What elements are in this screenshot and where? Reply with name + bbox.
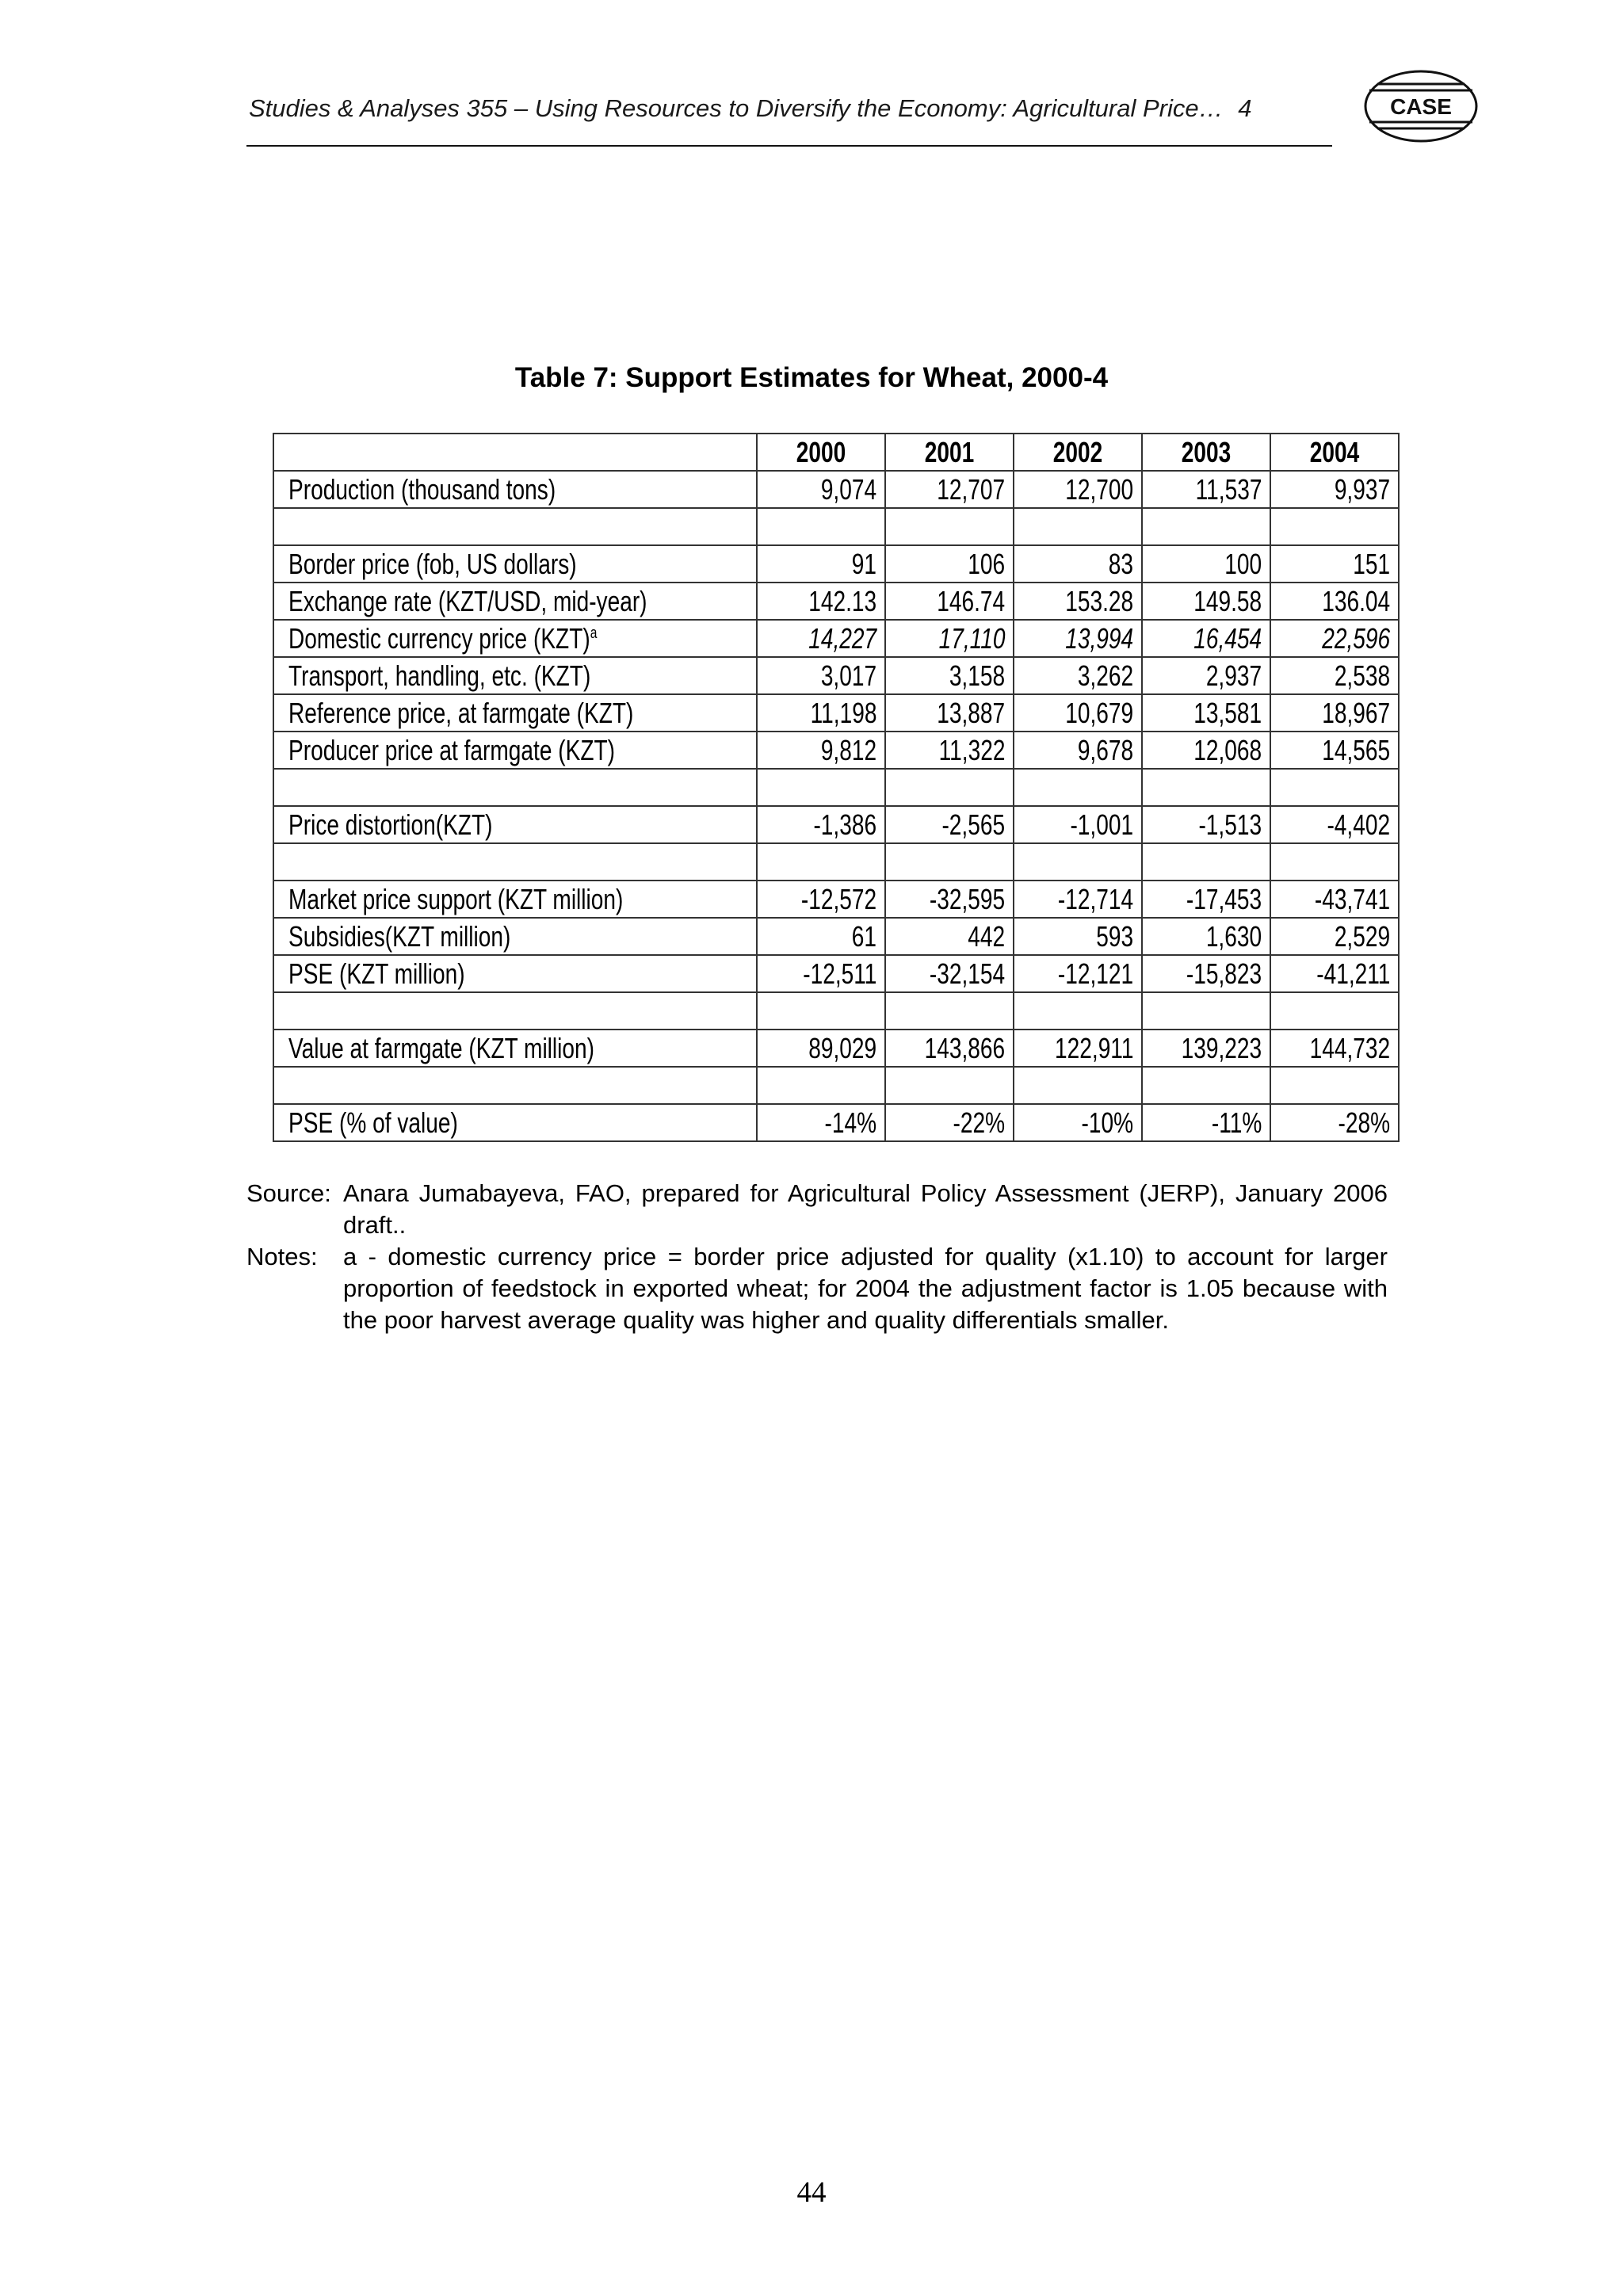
footnote-marker: a (590, 625, 598, 642)
value-cell-2004 (1270, 806, 1399, 843)
value-cell-2001 (885, 471, 1014, 508)
value-cell-2004 (1270, 583, 1399, 620)
value-cell-2001-text: 11,322 (938, 734, 1006, 766)
value-cell-2004 (1270, 508, 1399, 545)
table-row (273, 657, 1399, 694)
value-cell-2003 (1142, 732, 1270, 769)
value-cell-2004-text: 2,529 (1334, 920, 1391, 953)
notes-label: Notes: (246, 1243, 318, 1270)
value-cell-2000 (757, 1067, 885, 1104)
row-label (273, 1067, 757, 1104)
support-estimates-table (273, 433, 1400, 1142)
table-row (273, 806, 1399, 843)
value-cell-2002-text: 9,678 (1077, 734, 1134, 766)
year-header-2004 (1270, 434, 1399, 471)
case-logo (1361, 68, 1480, 144)
row-label (273, 620, 757, 657)
row-label (273, 471, 757, 508)
value-cell-2002 (1014, 732, 1142, 769)
value-cell-2004 (1270, 732, 1399, 769)
year-header-2001-text: 2001 (924, 436, 975, 468)
row-label (273, 881, 757, 918)
value-cell-2001-text: 17,110 (938, 622, 1006, 655)
value-cell-2004-text: -43,741 (1314, 883, 1391, 915)
value-cell-2002-text: 13,994 (1065, 622, 1134, 655)
value-cell-2004 (1270, 992, 1399, 1030)
value-cell-2004-text: 14,565 (1322, 734, 1391, 766)
value-cell-2003 (1142, 806, 1270, 843)
year-header-2001 (885, 434, 1014, 471)
table-row (273, 1104, 1399, 1141)
value-cell-2003-text: 12,068 (1193, 734, 1262, 766)
value-cell-2002 (1014, 620, 1142, 657)
value-cell-2001 (885, 955, 1014, 992)
value-cell-2002-text: -1,001 (1070, 808, 1134, 841)
value-cell-2000-text: 91 (851, 548, 877, 580)
value-cell-2000-text: -14% (824, 1106, 877, 1139)
value-cell-2002-text: 122,911 (1054, 1032, 1134, 1064)
value-cell-2003-text: 11,537 (1195, 473, 1262, 506)
value-cell-2001 (885, 843, 1014, 881)
value-cell-2001 (885, 918, 1014, 955)
value-cell-2000-text: 142.13 (808, 585, 877, 617)
table-row (273, 545, 1399, 583)
value-cell-2000 (757, 694, 885, 732)
value-cell-2003 (1142, 657, 1270, 694)
value-cell-2001-text: -32,154 (929, 957, 1006, 990)
row-label-text: Border price (fob, US dollars) (288, 548, 577, 580)
value-cell-2002 (1014, 508, 1142, 545)
value-cell-2000 (757, 918, 885, 955)
value-cell-2000-text: 11,198 (810, 697, 877, 729)
value-cell-2003-text: -11% (1211, 1106, 1262, 1139)
value-cell-2001 (885, 732, 1014, 769)
value-cell-2001-text: 106 (968, 548, 1006, 580)
value-cell-2001-text: 13,887 (937, 697, 1006, 729)
header-corner-cell (273, 434, 757, 471)
value-cell-2001-text: 143,866 (924, 1032, 1006, 1064)
value-cell-2002-text: 10,679 (1065, 697, 1134, 729)
row-label (273, 545, 757, 583)
value-cell-2000-text: -1,386 (813, 808, 877, 841)
notes-text: a - domestic currency price = border price adjusted for quality (x1.10) to account for larger proportion of feedstock in exported wheat; for 2004 the adjustment factor is 1.05 because with the poor harvest average quality was higher and quality differentials smaller. (343, 1243, 1388, 1334)
year-header-2003 (1142, 434, 1270, 471)
value-cell-2001 (885, 992, 1014, 1030)
header-rule (246, 145, 1332, 147)
value-cell-2001-text: -22% (953, 1106, 1006, 1139)
table-row (273, 583, 1399, 620)
value-cell-2004 (1270, 1030, 1399, 1067)
value-cell-2002 (1014, 1030, 1142, 1067)
value-cell-2000 (757, 881, 885, 918)
value-cell-2000 (757, 657, 885, 694)
value-cell-2004 (1270, 918, 1399, 955)
row-label-text: Price distortion(KZT) (288, 808, 493, 841)
value-cell-2002-text: -12,121 (1057, 957, 1134, 990)
row-label (273, 806, 757, 843)
value-cell-2004-text: 2,538 (1334, 659, 1391, 692)
value-cell-2002 (1014, 992, 1142, 1030)
value-cell-2002 (1014, 955, 1142, 992)
value-cell-2002 (1014, 545, 1142, 583)
value-cell-2003 (1142, 955, 1270, 992)
table-notes (246, 1178, 1388, 1336)
row-label (273, 955, 757, 992)
value-cell-2003 (1142, 1104, 1270, 1141)
value-cell-2000 (757, 545, 885, 583)
value-cell-2000 (757, 769, 885, 806)
value-cell-2000-text: -12,511 (803, 957, 877, 990)
row-label-text: Reference price, at farmgate (KZT) (288, 697, 634, 729)
table-row (273, 471, 1399, 508)
value-cell-2003 (1142, 881, 1270, 918)
value-cell-2000 (757, 471, 885, 508)
value-cell-2003-text: 13,581 (1193, 697, 1262, 729)
value-cell-2002-text: 593 (1096, 920, 1134, 953)
value-cell-2001-text: 3,158 (949, 659, 1006, 692)
value-cell-2002 (1014, 694, 1142, 732)
row-label (273, 918, 757, 955)
year-header-2000 (757, 434, 885, 471)
value-cell-2002 (1014, 806, 1142, 843)
value-cell-2003 (1142, 769, 1270, 806)
value-cell-2003 (1142, 918, 1270, 955)
running-title: Studies & Analyses 355 – Using Resources to Diversify the Economy: Agricultural Price… (249, 94, 1224, 122)
row-label (273, 1030, 757, 1067)
value-cell-2004 (1270, 620, 1399, 657)
value-cell-2001-text: 12,707 (937, 473, 1006, 506)
value-cell-2001 (885, 769, 1014, 806)
row-label-text: Production (thousand tons) (288, 473, 556, 506)
value-cell-2000-text: 9,812 (820, 734, 877, 766)
value-cell-2004-text: 22,596 (1322, 622, 1391, 655)
row-label (273, 992, 757, 1030)
value-cell-2001 (885, 657, 1014, 694)
value-cell-2002 (1014, 881, 1142, 918)
value-cell-2002 (1014, 1104, 1142, 1141)
value-cell-2003-text: -15,823 (1186, 957, 1262, 990)
value-cell-2002 (1014, 471, 1142, 508)
value-cell-2000 (757, 843, 885, 881)
value-cell-2003 (1142, 694, 1270, 732)
value-cell-2004 (1270, 545, 1399, 583)
value-cell-2003-text: 139,223 (1181, 1032, 1262, 1064)
value-cell-2001-text: 442 (968, 920, 1006, 953)
value-cell-2000 (757, 508, 885, 545)
value-cell-2004 (1270, 471, 1399, 508)
value-cell-2001 (885, 1067, 1014, 1104)
table-row (273, 732, 1399, 769)
value-cell-2000 (757, 732, 885, 769)
value-cell-2003 (1142, 1030, 1270, 1067)
year-header-2003-text: 2003 (1181, 436, 1232, 468)
value-cell-2003 (1142, 471, 1270, 508)
value-cell-2000-text: 3,017 (820, 659, 877, 692)
table-row (273, 955, 1399, 992)
source-text: Anara Jumabayeva, FAO, prepared for Agricultural Policy Assessment (JERP), January 2006 draft.. (343, 1179, 1388, 1239)
value-cell-2002-text: -12,714 (1057, 883, 1134, 915)
value-cell-2000-text: -12,572 (800, 883, 877, 915)
source-label: Source: (246, 1179, 331, 1207)
value-cell-2003-text: 16,454 (1193, 622, 1262, 655)
value-cell-2000 (757, 992, 885, 1030)
value-cell-2004-text: 9,937 (1334, 473, 1391, 506)
value-cell-2000 (757, 583, 885, 620)
value-cell-2001 (885, 583, 1014, 620)
table-row (273, 694, 1399, 732)
value-cell-2004 (1270, 1067, 1399, 1104)
table-row (273, 918, 1399, 955)
table-spacer-row (273, 992, 1399, 1030)
value-cell-2002 (1014, 657, 1142, 694)
value-cell-2002-text: 83 (1108, 548, 1134, 580)
row-label-text: Subsidies(KZT million) (288, 920, 511, 953)
value-cell-2001 (885, 1030, 1014, 1067)
value-cell-2004-text: -28% (1338, 1106, 1391, 1139)
value-cell-2000-text: 89,029 (808, 1032, 877, 1064)
table-header-row (273, 434, 1399, 471)
value-cell-2001-text: -32,595 (929, 883, 1006, 915)
value-cell-2002 (1014, 583, 1142, 620)
row-label-text: Transport, handling, etc. (KZT) (288, 659, 591, 692)
row-label-text: Market price support (KZT million) (288, 883, 624, 915)
value-cell-2001 (885, 508, 1014, 545)
value-cell-2001-text: 146.74 (937, 585, 1006, 617)
value-cell-2003 (1142, 508, 1270, 545)
year-header-2002 (1014, 434, 1142, 471)
table-row (273, 1030, 1399, 1067)
row-label-text: Value at farmgate (KZT million) (288, 1032, 594, 1064)
header-page-mark: 4 (1238, 94, 1252, 122)
row-label (273, 657, 757, 694)
row-label (273, 732, 757, 769)
value-cell-2001 (885, 545, 1014, 583)
row-label-text: Exchange rate (KZT/USD, mid-year) (288, 585, 647, 617)
row-label (273, 508, 757, 545)
value-cell-2000-text: 61 (851, 920, 877, 953)
row-label-text: Domestic currency price (KZT)$^a$ (288, 622, 598, 655)
value-cell-2003-text: -17,453 (1186, 883, 1262, 915)
year-header-2004-text: 2004 (1309, 436, 1360, 468)
value-cell-2003-text: -1,513 (1198, 808, 1262, 841)
value-cell-2004 (1270, 694, 1399, 732)
value-cell-2004 (1270, 1104, 1399, 1141)
table-row (273, 620, 1399, 657)
value-cell-2002-text: -10% (1081, 1106, 1134, 1139)
value-cell-2002 (1014, 918, 1142, 955)
value-cell-2003-text: 2,937 (1205, 659, 1262, 692)
value-cell-2002 (1014, 843, 1142, 881)
table-spacer-row (273, 843, 1399, 881)
table-spacer-row (273, 508, 1399, 545)
value-cell-2004-text: -4,402 (1327, 808, 1391, 841)
value-cell-2000-text: 14,227 (808, 622, 877, 655)
value-cell-2001 (885, 694, 1014, 732)
value-cell-2001 (885, 881, 1014, 918)
logo-text: CASE (1390, 94, 1452, 119)
value-cell-2001 (885, 806, 1014, 843)
value-cell-2001 (885, 620, 1014, 657)
value-cell-2001-text: -2,565 (941, 808, 1006, 841)
value-cell-2003-text: 100 (1224, 548, 1262, 580)
value-cell-2003 (1142, 843, 1270, 881)
value-cell-2000 (757, 620, 885, 657)
value-cell-2000 (757, 806, 885, 843)
value-cell-2000-text: 9,074 (820, 473, 877, 506)
row-label (273, 843, 757, 881)
row-label (273, 1104, 757, 1141)
value-cell-2004 (1270, 657, 1399, 694)
row-label-text: Producer price at farmgate (KZT) (288, 734, 615, 766)
value-cell-2001 (885, 1104, 1014, 1141)
value-cell-2003 (1142, 1067, 1270, 1104)
table-spacer-row (273, 769, 1399, 806)
value-cell-2000 (757, 955, 885, 992)
value-cell-2002-text: 153.28 (1065, 585, 1134, 617)
value-cell-2003-text: 149.58 (1193, 585, 1262, 617)
table-row (273, 881, 1399, 918)
value-cell-2002 (1014, 1067, 1142, 1104)
table-title: Table 7: Support Estimates for Wheat, 2000-4 (514, 362, 1109, 393)
value-cell-2004 (1270, 769, 1399, 806)
footnote-note (246, 1241, 1388, 1336)
value-cell-2002-text: 12,700 (1065, 473, 1134, 506)
value-cell-2004-text: 144,732 (1309, 1032, 1391, 1064)
running-header (249, 94, 1252, 123)
value-cell-2003 (1142, 992, 1270, 1030)
row-label-text: PSE (KZT million) (288, 957, 465, 990)
value-cell-2004 (1270, 881, 1399, 918)
source-note (246, 1178, 1388, 1241)
row-label (273, 769, 757, 806)
value-cell-2003 (1142, 620, 1270, 657)
table-spacer-row (273, 1067, 1399, 1104)
value-cell-2002 (1014, 769, 1142, 806)
value-cell-2004 (1270, 843, 1399, 881)
value-cell-2004-text: 136.04 (1322, 585, 1391, 617)
value-cell-2003 (1142, 583, 1270, 620)
value-cell-2004 (1270, 955, 1399, 992)
row-label (273, 583, 757, 620)
row-label (273, 694, 757, 732)
value-cell-2004-text: 151 (1353, 548, 1391, 580)
year-header-2000-text: 2000 (796, 436, 846, 468)
value-cell-2003-text: 1,630 (1205, 920, 1262, 953)
value-cell-2000 (757, 1030, 885, 1067)
value-cell-2003 (1142, 545, 1270, 583)
value-cell-2002-text: 3,262 (1077, 659, 1134, 692)
value-cell-2004-text: -41,211 (1316, 957, 1391, 990)
year-header-2002-text: 2002 (1052, 436, 1103, 468)
page-number: 44 (796, 2176, 827, 2209)
row-label-text: PSE (% of value) (288, 1106, 458, 1139)
value-cell-2004-text: 18,967 (1322, 697, 1391, 729)
value-cell-2000 (757, 1104, 885, 1141)
